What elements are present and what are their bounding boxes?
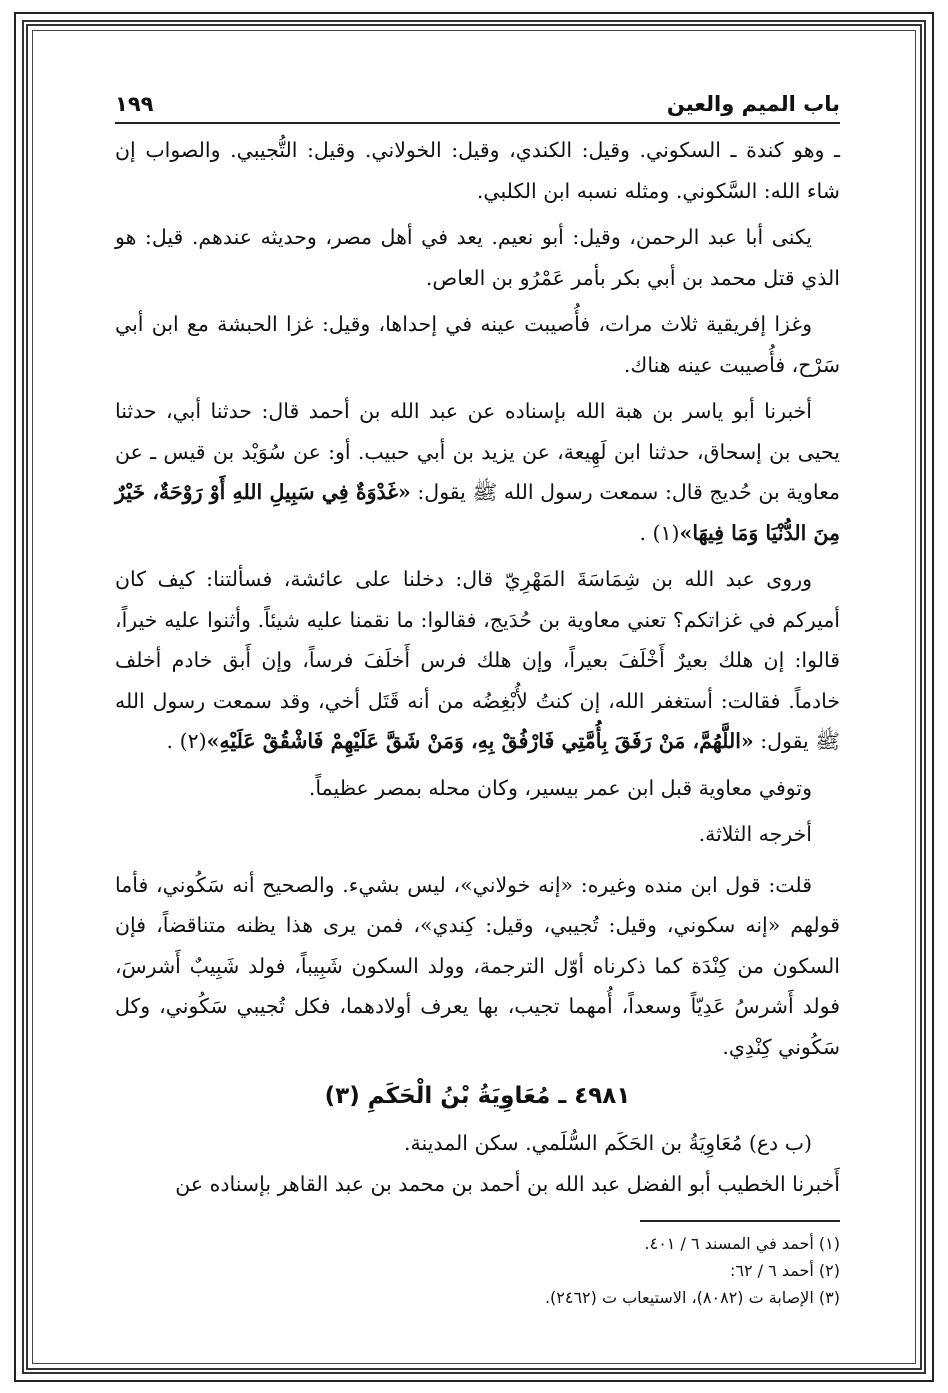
hadith-2: «اللَّهُمَّ، مَنْ رَفَقَ بِأُمَّتِي فَارْفُقْ بِهِ، وَمَنْ شَقَّ عَلَيْهِمْ فَاشْقُقْ عَلَيْهِ» xyxy=(206,729,754,753)
paragraph-3: وغزا إفريقية ثلاث مرات، فأُصيبت عينه في إحداها، وقيل: غزا الحبشة مع ابن أبي سَرْح، فأُصيبت عينه هناك. xyxy=(115,312,840,377)
paragraph-6: وتوفي معاوية قبل ابن عمر بيسير، وكان محله بمصر عظيماً. xyxy=(308,775,812,800)
hadith-1: «غَدْوَةٌ فِي سَبِيلِ اللهِ أَوْ رَوْحَةٌ، خَيْرٌ مِنَ الدُّنْيَا وَمَا فِيهَا» xyxy=(115,480,840,545)
chapter-title: باب الميم والعين xyxy=(666,92,840,116)
entry-title: ٤٩٨١ ـ مُعَاوِيَةُ بْنُ الْحَكَمِ (٣) xyxy=(324,1083,631,1109)
paragraph-9: (ب دع) مُعَاوِيَةُ بن الحَكَم السُّلَمي. سكن المدينة. xyxy=(404,1131,812,1155)
hadith-1-ref: (١) . xyxy=(639,520,680,545)
paragraph-7: أخرجه الثلاثة. xyxy=(698,822,812,846)
paragraph-8: قلت: قول ابن منده وغيره: «إنه خولاني»، ليس بشيء. والصحيح أنه سَكُوني، فأما قولهم «إنه سكوني، وقيل: تُجيبي، وقيل: كِندي»، فمن يرى هذا يظنه متناقضاً، فإن السكون من كِنْدَة كما ذكرناه أوّل الترجمة، وولد السكون شَبِيباً، فولد شَبِيبٌ أَشرسَ، فولد أَشرسُ عَدِيّاً وسعداً، أُمهما تجيب، بها يعرف أولادهما، فكل تُجيبي سَكُوني، وكل سَكُوني كِنْدِي. xyxy=(115,872,840,1059)
paragraph-10: أَخبرنا الخطيب أبو الفضل عبد الله بن أحمد بن محمد بن عبد القاهر بإسناده عن xyxy=(175,1171,840,1196)
footnote-2: (٢) أحمد ٦ / ٦٢: xyxy=(730,1261,840,1280)
paragraph-5 xyxy=(115,559,840,762)
paragraph-4 xyxy=(115,391,840,553)
page-body xyxy=(115,82,840,1204)
paragraph-2: يكنى أبا عبد الرحمن، وقيل: أبو نعيم. يعد في أهل مصر، وحديثه عندهم. قيل: هو الذي قتل محمد بن أبي بكر بأمر عَمْرُو بن العاص. xyxy=(115,225,840,290)
running-header xyxy=(115,82,840,124)
paragraph-1: ـ وهو كندة ـ السكوني. وقيل: الكندي، وقيل: الخولاني. وقيل: التُّجيبي. والصواب إن شاء الله: السَّكوني. ومثله نسبه ابن الكلبي. xyxy=(115,138,840,203)
footnote-1: (١) أحمد في المسند ٦ / ٤٠١. xyxy=(644,1234,840,1253)
hadith-2-ref: (٢) . xyxy=(166,729,207,753)
paragraph-4-text: أخبرنا أبو ياسر بن هبة الله بإسناده عن عبد الله بن أحمد قال: حدثنا أبي، حدثنا يحيى بن إسحاق، حدثنا ابن لَهِيعة، عن يزيد بن أبي حبيب. أو: عن سُوَيْد بن قيس ـ عن معاوية بن حُديج قال: سمعت رسول الله ﷺ يقول: xyxy=(115,399,840,504)
footnote-separator xyxy=(640,1220,840,1222)
footnotes xyxy=(115,1230,840,1311)
paragraph-5-text: وروى عبد الله بن شِمَاسَةَ المَهْرِيّ قال: دخلنا على عائشة، فسألتنا: كيف كان أميركم في غزاتكم؟ تعني معاوية بن حُدَيج، فقالوا: ما نقمنا عليه شيئاً. وأثنوا عليه خيراً، قالوا: إن هلك بعيرٌ أَخْلَفَ بعيراً، وإن هلك فرس أَخلَفَ فرساً، وإن أَبق خادم أخلف خادماً. فقالت: أستغفر الله، إن كنتُ لأُبْغِضُه من أنه قَتَل أخي، وقد سمعت رسول الله ﷺ يقول: xyxy=(115,567,840,753)
page-number: ١٩٩ xyxy=(115,92,154,116)
footnote-3: (٣) الإصابة ت (٨٠٨٢)، الاستيعاب ت (٢٤٦٢). xyxy=(544,1288,840,1307)
